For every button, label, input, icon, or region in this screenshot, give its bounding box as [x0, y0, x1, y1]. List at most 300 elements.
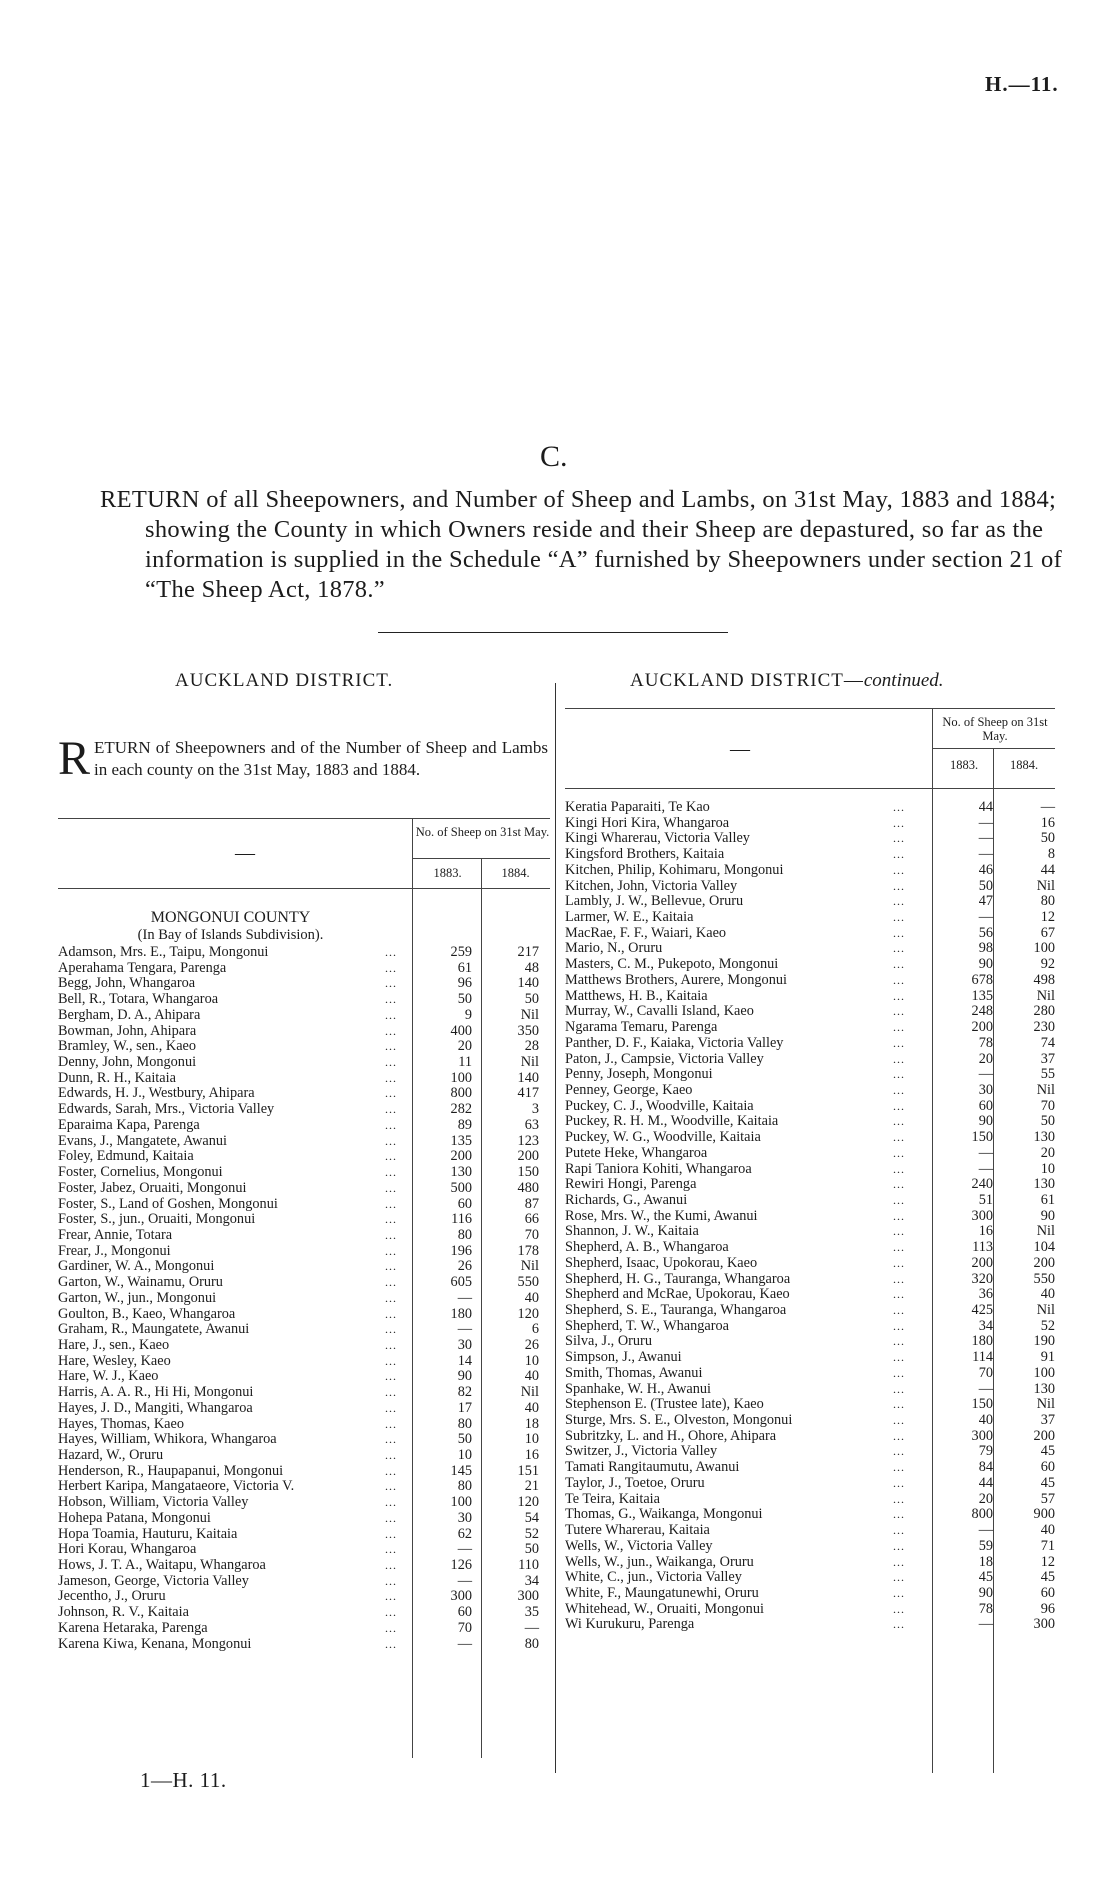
sheep-1884: 37: [1040, 1050, 1055, 1067]
leader-dots: ...: [893, 1145, 905, 1160]
owner-name: Smith, Thomas, Awanui: [565, 1364, 703, 1381]
sheep-1883: 605: [450, 1274, 472, 1291]
leader-dots: ...: [893, 1051, 905, 1066]
owner-name: Aperahama Tengara, Parenga: [58, 959, 227, 976]
table-row: [58, 1008, 553, 1024]
sheep-1884: —: [1040, 799, 1055, 815]
sheep-1883: 150: [971, 1129, 993, 1146]
right-table-top-rule: [565, 708, 1055, 709]
leader-dots: ...: [385, 1510, 397, 1525]
leader-dots: ...: [893, 1538, 905, 1553]
sheep-1884: 40: [1040, 1522, 1055, 1539]
sheep-1883: 90: [978, 956, 993, 973]
sheep-1884: 200: [1033, 1254, 1055, 1271]
sheep-1883: 200: [971, 1019, 993, 1036]
sheep-1883: 47: [978, 893, 993, 910]
sheep-1884: 12: [1040, 1553, 1055, 1570]
right-district-text: AUCKLAND DISTRICT—: [630, 670, 864, 691]
owner-name: Hare, W. J., Kaeo: [58, 1368, 159, 1385]
owner-name: Kingi Wharerau, Victoria Valley: [565, 830, 750, 847]
owner-name: Eparaima Kapa, Parenga: [58, 1116, 200, 1133]
sheep-1884: 54: [524, 1509, 539, 1526]
sheep-1884: 16: [1040, 814, 1055, 831]
owner-name: Hori Korau, Whangaroa: [58, 1541, 197, 1558]
owner-name: Bowman, John, Ahipara: [58, 1022, 197, 1039]
sheep-1884: 50: [524, 991, 539, 1008]
right-district-continued: continued.: [863, 670, 944, 691]
owner-name: Johnson, R. V., Kaitaia: [58, 1604, 189, 1621]
sheep-1883: 135: [450, 1132, 472, 1149]
sheep-1883: 80: [457, 1478, 472, 1495]
leader-dots: ...: [893, 1334, 905, 1349]
table-row: [58, 1338, 553, 1354]
leader-dots: ...: [385, 1243, 397, 1258]
sheep-1884: 60: [1040, 1459, 1055, 1476]
leader-dots: ...: [385, 1337, 397, 1352]
sheep-1884: 18: [524, 1415, 539, 1432]
sheep-1883: 20: [978, 1050, 993, 1067]
table-row: [58, 1527, 553, 1543]
table-row: [565, 800, 1060, 816]
sheep-1883: 800: [971, 1506, 993, 1523]
left-name-header: —: [235, 842, 255, 864]
sheep-1883: 78: [978, 1034, 993, 1051]
table-row: [565, 1130, 1060, 1146]
table-row: [565, 1366, 1060, 1382]
leader-dots: ...: [385, 1039, 397, 1054]
sheep-1883: 196: [450, 1242, 472, 1259]
leader-dots: ...: [893, 1444, 905, 1459]
leader-dots: ...: [385, 1385, 397, 1400]
sheep-1883: 60: [457, 1604, 472, 1621]
left-group-header: No. of Sheep on 31st May.: [415, 825, 550, 839]
owner-name: Silva, J., Oruru: [565, 1333, 652, 1350]
table-row: [565, 910, 1060, 926]
table-row: [565, 1602, 1060, 1618]
owner-name: Spanhake, W. H., Awanui: [565, 1380, 712, 1397]
table-row: [58, 1354, 553, 1370]
sheep-1883: —: [978, 846, 993, 863]
sheep-1883: —: [978, 909, 993, 926]
table-row: [58, 1134, 553, 1150]
table-row: [58, 1197, 553, 1213]
sheep-1884: 16: [524, 1447, 539, 1463]
owner-name: Hohepa Patana, Mongonui: [58, 1509, 211, 1526]
owner-name: Harris, A. A. R., Hi Hi, Mongonui: [58, 1384, 254, 1401]
leader-dots: ...: [893, 800, 905, 814]
sheep-1884: 8: [1047, 846, 1055, 863]
sheep-1883: 200: [971, 1254, 993, 1271]
table-row: [565, 1319, 1060, 1335]
sheep-1883: —: [978, 830, 993, 847]
owner-name: Tamati Rangitaumutu, Awanui: [565, 1459, 740, 1476]
sheep-1884: Nil: [520, 1006, 539, 1023]
sheep-1884: 40: [1040, 1286, 1055, 1303]
leader-dots: ...: [893, 1114, 905, 1129]
owner-name: Hazard, W., Oruru: [58, 1447, 164, 1463]
owner-name: Puckey, C. J., Woodville, Kaitaia: [565, 1097, 754, 1114]
leader-dots: ...: [893, 1601, 905, 1616]
owner-name: Penney, George, Kaeo: [565, 1081, 693, 1098]
table-row: [565, 1162, 1060, 1178]
table-row: [565, 1303, 1060, 1319]
sheep-1884: 130: [1033, 1176, 1055, 1193]
sheep-1883: 78: [978, 1600, 993, 1617]
owner-name: Keratia Paparaiti, Te Kao: [565, 799, 710, 815]
leader-dots: ...: [893, 1082, 905, 1097]
table-row: [58, 1385, 553, 1401]
leader-dots: ...: [893, 831, 905, 846]
sheep-1884: 140: [517, 1069, 539, 1086]
table-row: [58, 1149, 553, 1165]
sheep-1883: 45: [978, 1569, 993, 1586]
owner-name: Sturge, Mrs. S. E., Olveston, Mongonui: [565, 1412, 793, 1429]
table-row: [58, 1605, 553, 1621]
leader-dots: ...: [385, 1463, 397, 1478]
leader-dots: ...: [385, 1165, 397, 1180]
sheep-1883: 20: [978, 1490, 993, 1507]
owner-name: Kingsford Brothers, Kaitaia: [565, 846, 725, 863]
table-row: [565, 1586, 1060, 1602]
leader-dots: ...: [385, 1259, 397, 1274]
leader-dots: ...: [893, 1161, 905, 1176]
leader-dots: ...: [385, 1102, 397, 1117]
sheep-1884: 104: [1033, 1239, 1055, 1256]
owner-name: Goulton, B., Kaeo, Whangaroa: [58, 1305, 236, 1322]
title-rule: [378, 632, 728, 633]
leader-dots: ...: [385, 1086, 397, 1101]
left-sheepowner-list: [58, 945, 553, 1652]
leader-dots: ...: [893, 1460, 905, 1475]
leader-dots: ...: [385, 1290, 397, 1305]
sheep-1884: 66: [524, 1211, 539, 1228]
table-row: [565, 1004, 1060, 1020]
owner-name: Foster, Jabez, Oruaiti, Mongonui: [58, 1179, 247, 1196]
sheep-1883: 50: [978, 877, 993, 894]
right-group-header: No. of Sheep on 31st May.: [942, 715, 1048, 743]
leader-dots: ...: [893, 847, 905, 862]
sheep-1884: 60: [1040, 1584, 1055, 1601]
owner-name: Panther, D. F., Kaiaka, Victoria Valley: [565, 1034, 784, 1051]
sheep-1884: 92: [1040, 956, 1055, 973]
leader-dots: ...: [893, 1381, 905, 1396]
sheep-1883: 240: [971, 1176, 993, 1193]
sheep-1883: 70: [978, 1364, 993, 1381]
sheep-1884: 52: [524, 1525, 539, 1542]
sheep-1883: 30: [457, 1509, 472, 1526]
table-row: [58, 992, 553, 1008]
table-row: [565, 1444, 1060, 1460]
leader-dots: ...: [893, 1397, 905, 1412]
table-row: [565, 941, 1060, 957]
owner-name: Paton, J., Campsie, Victoria Valley: [565, 1050, 764, 1067]
table-row: [565, 1240, 1060, 1256]
leader-dots: ...: [893, 1224, 905, 1239]
sheep-1883: 100: [450, 1494, 472, 1511]
sheep-1883: 44: [978, 1474, 993, 1491]
table-row: [58, 1165, 553, 1181]
sheep-1884: 120: [517, 1494, 539, 1511]
left-col1-header: 1883.: [433, 866, 462, 880]
owner-name: White, C., jun., Victoria Valley: [565, 1569, 742, 1586]
owner-name: Puckey, R. H. M., Woodville, Kaitaia: [565, 1113, 779, 1130]
table-row: [565, 863, 1060, 879]
owner-name: Lambly, J. W., Bellevue, Oruru: [565, 893, 744, 910]
table-row: [58, 1086, 553, 1102]
leader-dots: ...: [385, 1589, 397, 1604]
owner-name: Bergham, D. A., Ahipara: [58, 1006, 201, 1023]
owner-name: Wi Kurukuru, Parenga: [565, 1616, 695, 1633]
sheep-1883: 98: [978, 940, 993, 957]
table-row: [58, 1621, 553, 1637]
leader-dots: ...: [385, 1542, 397, 1557]
leader-dots: ...: [385, 1055, 397, 1070]
table-row: [565, 1272, 1060, 1288]
sheep-1883: 180: [971, 1333, 993, 1350]
owner-name: Hayes, J. D., Mangiti, Whangaroa: [58, 1399, 253, 1416]
leader-dots: ...: [893, 1365, 905, 1380]
leader-dots: ...: [893, 1130, 905, 1145]
table-row: [58, 1448, 553, 1464]
table-row: [565, 989, 1060, 1005]
sheep-1884: 300: [517, 1588, 539, 1605]
sheep-1884: 130: [1033, 1380, 1055, 1397]
leader-dots: ...: [893, 815, 905, 830]
sheep-1883: 50: [457, 991, 472, 1008]
sheep-1883: 300: [971, 1427, 993, 1444]
sheep-1883: 59: [978, 1537, 993, 1554]
table-row: [565, 1429, 1060, 1445]
table-row: [58, 1259, 553, 1275]
leader-dots: ...: [893, 972, 905, 987]
owner-name: Hayes, William, Whikora, Whangaroa: [58, 1431, 277, 1448]
table-row: [58, 1244, 553, 1260]
leader-dots: ...: [385, 1133, 397, 1148]
table-row: [58, 1024, 553, 1040]
leader-dots: ...: [893, 1570, 905, 1585]
owner-name: Wells, W., jun., Waikanga, Oruru: [565, 1553, 754, 1570]
sheep-1883: 44: [978, 799, 993, 815]
intro-text: ETURN of Sheepowners and of the Number of Sheep and Lambs in each county on the 31st May, 1883 and 1884.: [94, 738, 548, 779]
owner-name: Shepherd, T. W., Whangaroa: [565, 1317, 729, 1334]
sheep-1884: 67: [1040, 924, 1055, 941]
owner-name: Hobson, William, Victoria Valley: [58, 1494, 249, 1511]
owner-name: Shepherd, Isaac, Upokorau, Kaeo: [565, 1254, 758, 1271]
sheep-1883: 84: [978, 1459, 993, 1476]
leader-dots: ...: [385, 1400, 397, 1415]
owner-name: Foster, S., jun., Oruaiti, Mongonui: [58, 1211, 256, 1228]
sheep-1884: 550: [517, 1274, 539, 1291]
sheep-1883: 150: [971, 1396, 993, 1413]
table-row: [58, 1322, 553, 1338]
owner-name: Wells, W., Victoria Valley: [565, 1537, 713, 1554]
leader-dots: ...: [893, 1240, 905, 1255]
owner-name: Murray, W., Cavalli Island, Kaeo: [565, 1003, 754, 1020]
owner-name: Hayes, Thomas, Kaeo: [58, 1415, 184, 1432]
sheep-1883: 14: [457, 1352, 472, 1369]
owner-name: Masters, C. M., Pukepoto, Mongonui: [565, 956, 779, 973]
leader-dots: ...: [385, 1117, 397, 1132]
sheep-1884: 70: [1040, 1097, 1055, 1114]
table-row: [58, 1495, 553, 1511]
table-row: [58, 1417, 553, 1433]
table-row: [58, 1102, 553, 1118]
right-header-bottom-rule: [565, 788, 1055, 789]
owner-name: Foley, Edmund, Kaitaia: [58, 1148, 194, 1165]
owner-name: Jecentho, J., Oruru: [58, 1588, 166, 1605]
leader-dots: ...: [385, 960, 397, 975]
sheep-1884: 50: [524, 1541, 539, 1558]
sheep-1883: 17: [457, 1399, 472, 1416]
owner-name: Garton, W., jun., Mongonui: [58, 1289, 217, 1306]
sheep-1884: Nil: [1036, 1302, 1055, 1318]
leader-dots: ...: [893, 1617, 905, 1632]
sheep-1883: 30: [457, 1336, 472, 1353]
leader-dots: ...: [893, 1287, 905, 1302]
leader-dots: ...: [893, 1020, 905, 1035]
sheep-1884: 110: [518, 1557, 539, 1574]
right-sheepowner-list: [565, 800, 1060, 1633]
leader-dots: ...: [385, 1322, 397, 1337]
sheep-1883: 80: [457, 1226, 472, 1243]
sheep-1884: 10: [1040, 1160, 1055, 1177]
table-row: [58, 1181, 553, 1197]
leader-dots: ...: [893, 988, 905, 1003]
sheep-1884: 63: [524, 1116, 539, 1133]
left-header-bottom-rule: [58, 888, 550, 889]
sheep-1884: 74: [1040, 1034, 1055, 1051]
sheep-1883: 100: [450, 1069, 472, 1086]
sheep-1883: 34: [978, 1317, 993, 1334]
sheep-1883: 62: [457, 1525, 472, 1542]
sheep-1883: 82: [457, 1384, 472, 1401]
sheep-1884: 48: [524, 959, 539, 976]
sheep-1884: 45: [1040, 1443, 1055, 1460]
owner-name: Karena Hetaraka, Parenga: [58, 1619, 208, 1636]
owner-name: Shannon, J. W., Kaitaia: [565, 1223, 699, 1240]
column-separator: [555, 683, 556, 1773]
table-row: [565, 973, 1060, 989]
sheep-1883: 116: [451, 1211, 472, 1228]
leader-dots: ...: [385, 1212, 397, 1227]
sheep-1884: 90: [1040, 1207, 1055, 1224]
sheep-1883: 145: [450, 1462, 472, 1479]
table-row: [565, 1193, 1060, 1209]
sheep-1883: 90: [457, 1368, 472, 1385]
sheep-1884: 40: [524, 1289, 539, 1306]
leader-dots: ...: [893, 1523, 905, 1538]
sheep-1883: 259: [450, 944, 472, 960]
sheep-1884: 52: [1040, 1317, 1055, 1334]
leader-dots: ...: [385, 1620, 397, 1635]
table-row: [565, 1083, 1060, 1099]
leader-dots: ...: [893, 1585, 905, 1600]
owner-name: Matthews, H. B., Kaitaia: [565, 987, 708, 1004]
sheep-1883: 36: [978, 1286, 993, 1303]
owner-name: Graham, R., Maungatete, Awanui: [58, 1321, 250, 1338]
sheep-1884: 123: [517, 1132, 539, 1149]
leader-dots: ...: [893, 894, 905, 909]
table-row: [565, 1052, 1060, 1068]
table-row: [58, 1039, 553, 1055]
table-row: [565, 879, 1060, 895]
sheep-1883: 96: [457, 975, 472, 992]
county-heading: MONGONUI COUNTY: [150, 909, 311, 926]
owner-name: Mario, N., Oruru: [565, 940, 663, 957]
table-row: [565, 1476, 1060, 1492]
leader-dots: ...: [385, 1353, 397, 1368]
sheep-1884: 100: [1033, 1364, 1055, 1381]
leader-dots: ...: [385, 1479, 397, 1494]
table-row: [565, 1460, 1060, 1476]
owner-name: Garton, W., Wainamu, Oruru: [58, 1274, 223, 1291]
sheep-1884: 35: [524, 1604, 539, 1621]
sheep-1884: 200: [517, 1148, 539, 1165]
table-row: [58, 1637, 553, 1653]
leader-dots: ...: [893, 941, 905, 956]
sheep-1884: 91: [1040, 1349, 1055, 1366]
leader-dots: ...: [893, 1475, 905, 1490]
sheep-1883: 61: [457, 959, 472, 976]
owner-name: Herbert Karipa, Mangataeore, Victoria V.: [58, 1478, 295, 1495]
sheep-1884: 87: [524, 1195, 539, 1212]
leader-dots: ...: [893, 1208, 905, 1223]
sheep-1884: 3: [531, 1101, 539, 1118]
sheep-1884: Nil: [1036, 987, 1055, 1004]
owner-name: Rewiri Hongi, Parenga: [565, 1176, 697, 1193]
table-row: [58, 1055, 553, 1071]
sheep-1883: —: [978, 814, 993, 831]
owner-name: Switzer, J., Victoria Valley: [565, 1443, 718, 1460]
left-col2-header: 1884.: [501, 866, 530, 880]
owner-name: Adamson, Mrs. E., Taipu, Mongonui: [58, 944, 269, 960]
leader-dots: ...: [385, 1432, 397, 1447]
leader-dots: ...: [893, 1428, 905, 1443]
leader-dots: ...: [385, 1196, 397, 1211]
table-row: [58, 1275, 553, 1291]
sheep-1884: 20: [1040, 1144, 1055, 1161]
owner-name: Edwards, H. J., Westbury, Ahipara: [58, 1085, 255, 1102]
table-row: [58, 1291, 553, 1307]
table-row: [58, 1228, 553, 1244]
leader-dots: ...: [385, 945, 397, 959]
sheep-1883: 60: [457, 1195, 472, 1212]
sheep-1884: 280: [1033, 1003, 1055, 1020]
sheep-1884: Nil: [1036, 1081, 1055, 1098]
sheep-1884: 50: [1040, 830, 1055, 847]
leader-dots: ...: [893, 957, 905, 972]
table-row: [58, 1511, 553, 1527]
leader-dots: ...: [385, 976, 397, 991]
table-row: [565, 847, 1060, 863]
table-row: [565, 1177, 1060, 1193]
sheep-1883: 800: [450, 1085, 472, 1102]
sheep-1884: —: [524, 1619, 539, 1636]
owner-name: Shepherd, S. E., Tauranga, Whangaroa: [565, 1302, 787, 1318]
left-table-top-rule: [58, 818, 550, 819]
leader-dots: ...: [893, 1350, 905, 1365]
page-reference: H.—11.: [985, 72, 1059, 96]
sheep-1883: 130: [450, 1164, 472, 1181]
table-row: [565, 1224, 1060, 1240]
sheep-1884: 50: [1040, 1113, 1055, 1130]
table-row: [565, 1350, 1060, 1366]
table-row: [565, 1099, 1060, 1115]
table-row: [58, 1071, 553, 1087]
sheep-1883: —: [457, 1635, 472, 1652]
sheep-1883: 300: [971, 1207, 993, 1224]
owner-name: Subritzky, L. and H., Ohore, Ahipara: [565, 1427, 777, 1444]
